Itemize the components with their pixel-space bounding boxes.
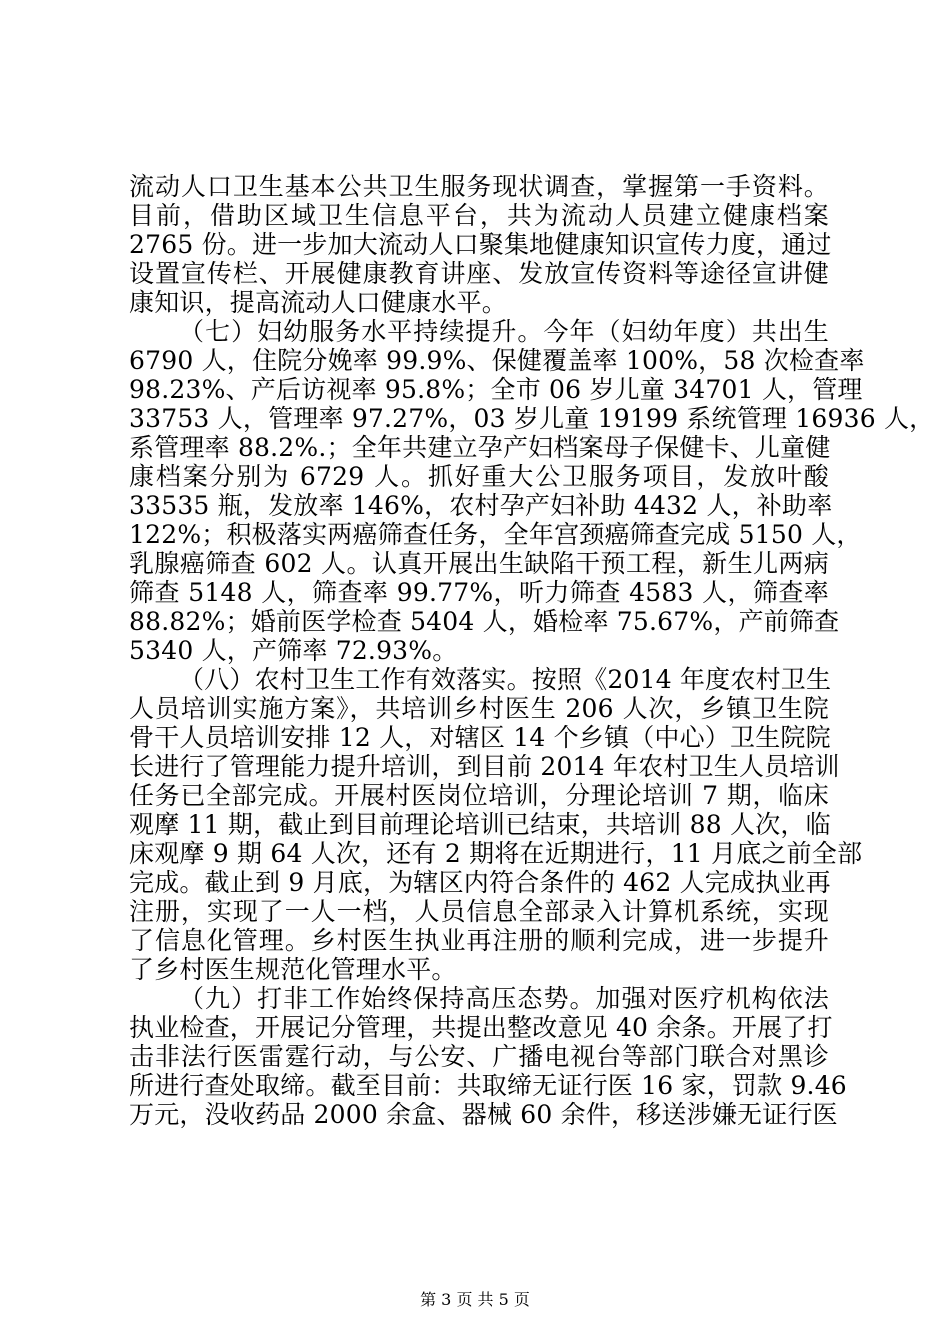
text-line: 长进行了管理能力提升培训，到目前 2014 年农村卫生人员培训 <box>129 752 840 781</box>
text-line: 88.82%；婚前医学检查 5404 人，婚检率 75.67%，产前筛查 <box>129 607 840 636</box>
text-line: 注册，实现了一人一档，人员信息全部录入计算机系统，实现 <box>129 897 829 926</box>
text-line: 了信息化管理。乡村医生执业再注册的顺利完成，进一步提升 <box>129 926 829 955</box>
text-line: 人员培训实施方案》，共培训乡村医生 206 人次，乡镇卫生院 <box>129 694 829 723</box>
text-line: 目前，借助区域卫生信息平台，共为流动人员建立健康档案 <box>129 201 829 230</box>
text-line: 122%；积极落实两癌筛查任务，全年宫颈癌筛查完成 5150 人， <box>129 520 862 549</box>
text-line: 筛查 5148 人，筛查率 99.77%，听力筛查 4583 人，筛查率 <box>129 578 829 607</box>
text-line: （八）农村卫生工作有效落实。按照《2014 年度农村卫生 <box>179 665 832 694</box>
text-line: 万元，没收药品 2000 余盒、器械 60 余件，移送涉嫌无证行医 <box>129 1100 838 1129</box>
text-line: 流动人口卫生基本公共卫生服务现状调查，掌握第一手资料。 <box>129 172 829 201</box>
text-line: 执业检查，开展记分管理，共提出整改意见 40 余条。开展了打 <box>129 1013 833 1042</box>
text-line: 康知识，提高流动人口健康水平。 <box>129 288 508 317</box>
text-line: 所进行查处取缔。截至目前：共取缔无证行医 16 家，罚款 9.46 <box>129 1071 847 1100</box>
text-line: 骨干人员培训安排 12 人，对辖区 14 个乡镇（中心）卫生院院 <box>129 723 831 752</box>
text-line: 观摩 11 期，截止到目前理论培训已结束，共培训 88 人次，临 <box>129 810 831 839</box>
document-body <box>129 172 935 1129</box>
text-line: （九）打非工作始终保持高压态势。加强对医疗机构依法 <box>179 984 829 1013</box>
text-line: 设置宣传栏、开展健康教育讲座、发放宣传资料等途径宣讲健 <box>129 259 829 288</box>
text-line: 5340 人，产筛率 72.93%。 <box>129 636 458 665</box>
text-line: 系管理率 88.2%.；全年共建立孕产妇档案母子保健卡、儿童健 <box>129 433 831 462</box>
text-line: 任务已全部完成。开展村医岗位培训，分理论培训 7 期，临床 <box>129 781 829 810</box>
text-line: 击非法行医雷霆行动，与公安、广播电视台等部门联合对黑诊 <box>129 1042 829 1071</box>
text-line: 床观摩 9 期 64 人次，还有 2 期将在近期进行，11 月底之前全部 <box>129 839 863 868</box>
text-line: 33753 人，管理率 97.27%，03 岁儿童 19199 系统管理 16936 人， <box>129 404 935 433</box>
text-line: 2765 份。进一步加大流动人口聚集地健康知识宣传力度，通过 <box>129 230 832 259</box>
text-line: 98.23%、产后访视率 95.8%；全市 06 岁儿童 34701 人，管理 <box>129 375 863 404</box>
text-line: 完成。截止到 9 月底，为辖区内符合条件的 462 人完成执业再 <box>129 868 831 897</box>
text-line: 了乡村医生规范化管理水平。 <box>129 955 457 984</box>
text-line: 乳腺癌筛查 602 人。认真开展出生缺陷干预工程，新生儿两病 <box>129 549 829 578</box>
text-line: 康档案分别为 6729 人。抓好重大公卫服务项目，发放叶酸 <box>129 462 829 491</box>
text-line: （七）妇幼服务水平持续提升。今年（妇幼年度）共出生 <box>179 317 829 346</box>
text-line: 6790 人，住院分娩率 99.9%、保健覆盖率 100%，58 次检查率 <box>129 346 865 375</box>
page-footer: 第 3 页 共 5 页 <box>420 1290 530 1309</box>
text-line: 33535 瓶，发放率 146%，农村孕产妇补助 4432 人，补助率 <box>129 491 833 520</box>
